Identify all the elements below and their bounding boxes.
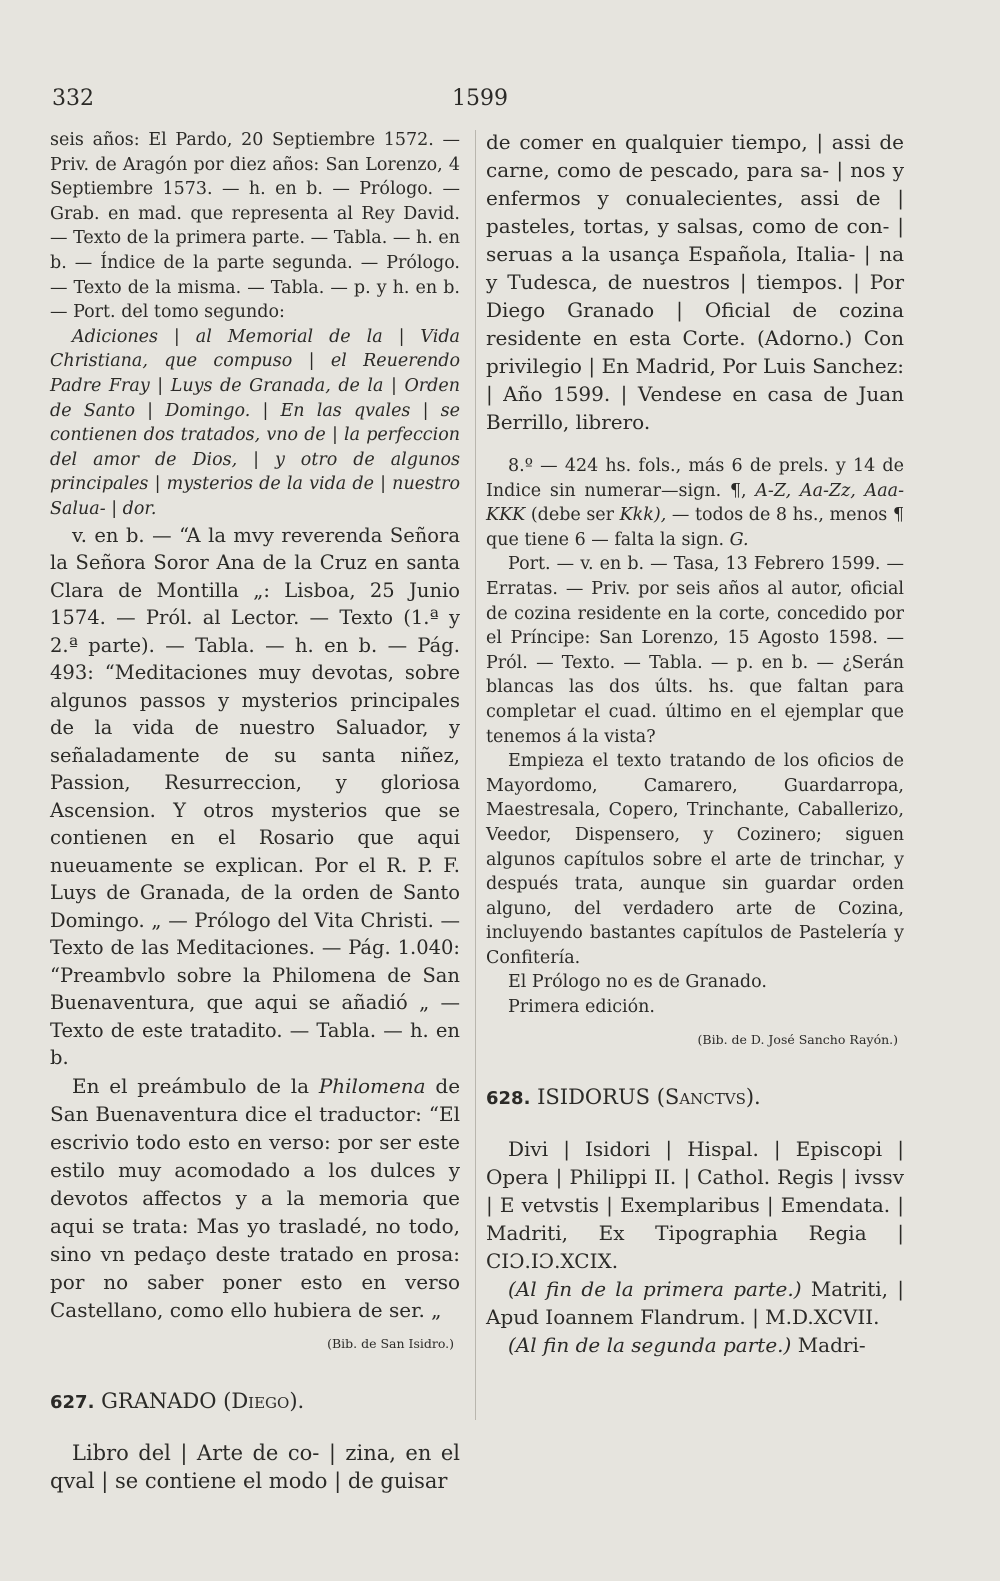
right-paragraph-2 [486,454,904,552]
page-number: 332 [52,86,94,111]
right-p8-italic: (Al fin de la primera parte.) [508,1276,802,1301]
left-p3-post: de San Buenaventura dice el traductor: “El escrivio todo esto en verso: por ser este estilo muy acomodado a los dulces y devotos affectos y a la memoria que aqui se trata: Mas yo trasladé, no todo, sino vn pedaço deste tratado en prosa: por no saber poner esto en verso Castellano, como ello hubiera de ser. „ [50,1073,461,1322]
left-title-italic: Adiciones | al Memorial de la | Vida Christiana, que compuso | el Reuerendo Padre Fray | Luys de Granada, de la | Orden de Santo | Domingo. | En las qvales | se contienen dos tratados, vno de | la perfeccion del amor de Dios, | y otro de algunos principales | mysterios de la vida de | nuestro Salua- | dor. [50,326,460,519]
left-p3-pre: En el preámbulo de la [72,1073,310,1098]
page-year-header: 1599 [452,86,508,111]
right-paragraph-9 [486,1331,904,1359]
left-paragraph-3 [50,1072,460,1324]
right-p8-text: Matriti, | Apud Ioannem Flandrum. | M.D.XCVII. [486,1276,905,1329]
entry-627-given: (Diego). [223,1388,305,1413]
entry-627-text: Libro del | Arte de co- | zina, en el qval | se contiene el modo | de guisar [50,1440,460,1493]
right-paragraph-6: Primera edición. [508,997,655,1018]
left-column [50,128,460,1495]
right-paragraph-8 [486,1275,904,1331]
right-paragraph-4: Empieza el texto tratando de los oficios de Mayordomo, Camarero, Guardarropa, Maestresala, Copero, Trinchante, Caballerizo, Veedor, Dispensero, y Cozinero; siguen algunos capítulos sobre el arte de trinchar, y después trata, aunque sin guardar orden alguno, del verdadero arte de Cozina, incluyendo bastantes capítulos de Pastelería y Confitería. [486,751,904,968]
column-divider [475,130,476,1420]
right-p2-b: A-Z, Aa-Zz, Aaa-KKK [486,480,904,526]
left-paragraph-2: v. en b. — “A la mvy reverenda Señora la Señora Soror Ana de la Cruz en santa Clara de Montilla „: Lisboa, 25 Junio 1574. — Pról. al Lector. — Texto (1.ª y 2.ª parte). — Tabla. — h. en b. — Pág. 493: “Meditaciones muy devotas, sobre algunos passos y mysterios principales de la vida de nuestro Saluador, y señaladamente de su santa niñez, Passion, Resurreccion, y gloriosa Ascension. Y otros mysterios que se contienen en el Rosario que aqui nueuamente se explican. Por el R. P. F. Luys de Granada, de la orden de Santo Domingo. „ — Prólogo del Vita Christi. — Texto de las Meditaciones. — Pág. 1.040: “Preambvlo sobre la Philomena de San Buenaventura, que aqui se añadió „ — Texto de este tratadito. — Tabla. — h. en b. [50,523,460,1069]
entry-627-number: 627. [50,1391,95,1413]
right-column [486,128,904,1359]
right-p2-d: Kkk), [619,505,667,526]
left-paragraph-1: seis años: El Pardo, 20 Septiembre 1572. — Priv. de Aragón por diez años: San Lorenzo, 4 Septiembre 1573. — h. en b. — Prólogo. — Grab. en mad. que representa al Rey David. — Texto de la primera parte. — Tabla. — h. en b. — Índice de la parte segunda. — Prólogo. — Texto de la misma. — Tabla. — p. y h. en b. — Port. del tomo segundo: [50,130,460,323]
right-p2-e: — todos de 8 hs., menos ¶ que tiene 6 — falta la sign. [486,505,904,550]
entry-628-given: (Sanctvs). [656,1084,761,1109]
left-source: (Bib. de San Isidro.) [327,1335,454,1351]
right-source: (Bib. de D. José Sancho Rayón.) [697,1031,898,1047]
left-p3-italic: Philomena [318,1073,426,1098]
entry-627-name: GRANADO [101,1388,217,1413]
right-paragraph-5: El Prólogo no es de Granado. [508,972,767,993]
entry-628-number: 628. [486,1087,531,1109]
right-p9-italic: (Al fin de la segunda parte.) [508,1332,792,1357]
right-p2-a: 8.º — 424 hs. fols., más 6 de prels. y 14 de Indice sin numerar—sign. ¶, [486,456,904,501]
right-paragraph-3: Port. — v. en b. — Tasa, 13 Febrero 1599. — Erratas. — Priv. por seis años al autor, oficial de cozina residente en la corte, concedido por el Príncipe: San Lorenzo, 15 Agosto 1598. — Pról. — Texto. — Tabla. — p. en b. — ¿Serán blancas las dos últs. hs. que faltan para completar el cuad. último en el ejemplar que tenemos á la vista? [486,554,904,747]
right-p2-f: G. [729,529,749,550]
right-paragraph-7: Divi | Isidori | Hispal. | Episcopi | Opera | Philippi II. | Cathol. Regis | ivssv | E vetvstis | Exemplaribus | Emendata. | Madriti, Ex Tipographia Regia | CIƆ.IƆ.XCIX. [486,1136,904,1273]
entry-627-heading [50,1389,460,1413]
entry-628-heading [486,1085,904,1109]
right-p2-c: (debe ser [530,505,615,526]
right-paragraph-1: de comer en qualquier tiempo, | assi de carne, como de pescado, para sa- | nos y enfermos y conualecientes, assi de | pasteles, tortas, y salsas, como de con- | seruas a la usança Española, Italia- | na y Tudesca, de nuestros | tiempos. | Por Diego Granado | Oficial de cozina residente en esta Corte. (Adorno.) Con privilegio | En Madrid, Por Luis Sanchez: | Año 1599. | Vendese en casa de Juan Berrillo, librero. [486,130,904,434]
right-p9-text: Madri- [797,1332,866,1357]
entry-628-name: ISIDORUS [537,1084,651,1109]
